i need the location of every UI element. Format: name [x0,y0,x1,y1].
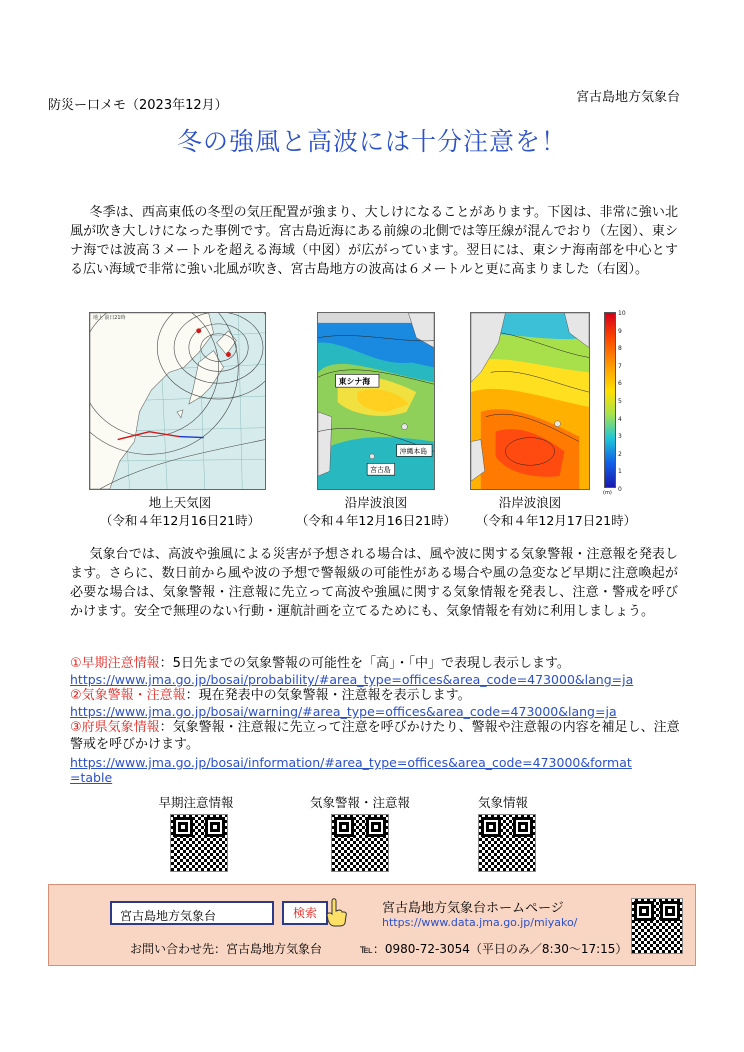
colorbar-tick: 10 [618,310,626,317]
info-link-2[interactable]: https://www.jma.go.jp/bosai/warning/#area_type=offices&area_code=473000&lang=ja [70,704,617,719]
label-east-china-sea: 東シナ海 [338,377,371,387]
caption-wave-map-17: 沿岸波浪図 [498,495,562,510]
caption-surface-map: 地上天気図 [148,495,212,510]
info-name: 早期注意情報 [81,656,160,671]
contact-text: お問い合わせ先：宮古島地方気象台 [130,942,323,956]
caption-wave-map-16-date: （令和４年12月16日21時） [295,513,457,528]
wave-height-colorbar [604,312,616,488]
info-item-3 [70,719,680,753]
tel-text: ℡：0980-72-3054（平日のみ／8:30～17:15） [360,942,628,956]
qr-code-weather-info[interactable] [478,814,536,872]
info-num: ③ [70,720,82,735]
qr-code-early-warning[interactable] [170,814,228,872]
colorbar-tick: 7 [618,362,622,370]
body-paragraph: 気象台では、高波や強風による災害が予想される場合は、風や波に関する気象警報・注意報を発表します。さらに、数日前から風や波の予想で警報級の可能性がある場合や風の急変など早期に注意喚起が必要な場合は、気象警報・注意報に先立って高波や強風に関する気象情報を発表し、注意・警戒を呼びかけます。安全で無理のない行動・運航計画を立てるためにも、気象情報を有効に利用しましょう。 [70,547,678,619]
info-link-3b[interactable]: =table [70,770,113,785]
search-input[interactable]: 宮古島地方気象台 [110,901,274,925]
colorbar-tick: 9 [618,327,622,335]
qr-label-early-warning: 早期注意情報 [158,795,234,810]
colorbar-tick: 0 [618,486,622,493]
info-desc: ：現在発表中の気象警報・注意報を表示します。 [185,688,471,703]
search-button[interactable]: 検索 [282,901,328,925]
info-link-3a[interactable]: https://www.jma.go.jp/bosai/information/#area_type=offices&area_code=473000&format [70,755,632,770]
memo-label: 防災ー口メモ（2023年12月） [48,98,228,113]
caption-wave-map-16: 沿岸波浪図 [344,495,408,510]
label-miyako: 宮古島 [370,466,391,475]
info-item-1 [70,655,680,672]
coastal-wave-map-17 [470,312,590,490]
info-link-1[interactable]: https://www.jma.go.jp/bosai/probability/#area_type=offices&area_code=473000&lang=ja [70,672,634,687]
info-num: ① [70,656,82,671]
surface-weather-map [89,312,266,490]
info-name: 気象警報・注意報 [81,688,186,703]
colorbar-tick: 2 [618,450,622,458]
colorbar-tick: 6 [618,380,622,388]
map-header: 地上 前日21時 [92,314,126,321]
caption-surface-map-date: （令和４年12月16日21時） [99,513,261,528]
colorbar-tick: 8 [618,345,622,353]
info-name: 府県気象情報 [81,720,160,735]
intro-paragraph: 冬季は、西高東低の冬型の気圧配置が強まり、大しけになることがあります。下図は、非常に強い北風が吹き大しけになった事例です。宮古島近海にある前線の北側では等圧線が混んでおり（左図）、東シナ海では波高３メートルを超える海域（中図）が広がっています。翌日には、東シナ海南部を中心とする広い海域で非常に強い北風が吹き、宮古島地方の波高は６メートルと更に高まりました（右図）。 [70,205,678,277]
homepage-url[interactable]: https://www.data.jma.go.jp/miyako/ [382,916,578,929]
info-desc: ：気象警報・注意報に先立って注意を呼びかけたり、警報や注意報の内容を補足し、注意警戒を呼びかけます。 [70,720,680,752]
colorbar-tick: 1 [618,468,622,476]
caption-wave-map-17-date: （令和４年12月17日21時） [475,513,637,528]
colorbar-tick: 4 [618,415,622,423]
qr-label-warnings: 気象警報・注意報 [309,795,410,810]
colorbar-tick: 3 [618,433,622,441]
colorbar-tick: 5 [618,398,622,405]
label-okinawa: 沖縄本島 [399,447,428,456]
coastal-wave-map-16 [317,312,435,490]
info-item-2 [70,687,680,704]
info-desc: ：5日先までの気象警報の可能性を「高」・「中」で表現し表示します。 [159,656,570,671]
qr-code-homepage[interactable] [631,898,683,954]
info-num: ② [70,688,82,703]
page-title: 冬の強風と高波には十分注意を！ [176,127,567,156]
homepage-title: 宮古島地方気象台ホームページ [382,901,564,916]
pointing-hand-icon [326,897,348,927]
qr-code-warnings[interactable] [331,814,389,872]
colorbar-unit: (m) [603,490,612,496]
office-name: 宮古島地方気象台 [576,90,681,105]
qr-label-weather-info: 気象情報 [477,795,528,810]
